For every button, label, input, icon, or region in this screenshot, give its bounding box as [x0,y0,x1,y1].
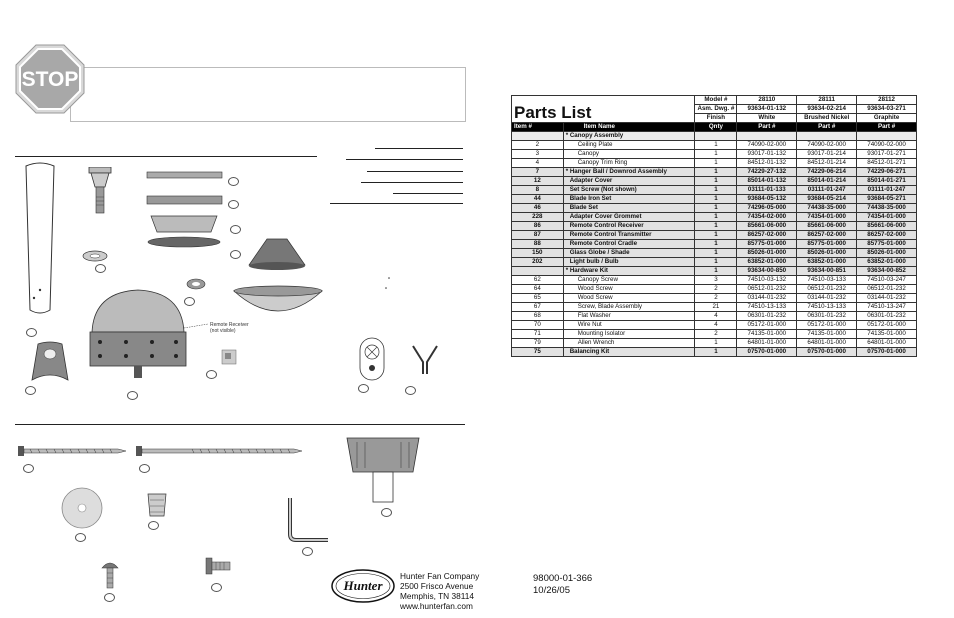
item-number: 67 [512,303,564,312]
item-name: * Hanger Ball / Downrod Assembly [563,168,695,177]
part-number: 05172-01-000 [797,321,857,330]
parts-row [512,177,917,186]
part-number: 64801-01-000 [737,339,797,348]
part-number: 74229-27-132 [737,168,797,177]
part-number: 84512-01-132 [737,159,797,168]
motor-housing-icon [86,288,190,380]
part-number: 85026-01-000 [857,249,917,258]
parts-row [512,132,917,141]
item-name: Remote Control Transmitter [563,231,695,240]
part-number: 64801-01-000 [857,339,917,348]
company-street: 2500 Frisco Avenue [400,581,474,591]
part-number: 74229-06-271 [857,168,917,177]
section-divider [15,424,465,425]
small-part-icon [383,276,393,292]
part-number: 84512-01-271 [857,159,917,168]
item-name: Blade Iron Set [563,195,695,204]
part-number: 86257-02-000 [737,231,797,240]
part-number: 07570-01-000 [737,348,797,357]
item-number: 86 [512,222,564,231]
parts-row [512,168,917,177]
parts-row [512,285,917,294]
parts-row [512,240,917,249]
item-number: 4 [512,159,564,168]
part-number: 63852-01-000 [737,258,797,267]
item-callout [211,583,222,592]
column-header: Item Name [563,123,695,132]
parts-row [512,150,917,159]
company-city: Memphis, TN 38114 [400,591,474,601]
part-number: 85026-01-000 [737,249,797,258]
part-number: 93634-00-850 [737,267,797,276]
part-number: 06301-01-232 [797,312,857,321]
part-number: 03144-01-232 [797,294,857,303]
item-name: Ceiling Plate [563,141,695,150]
part-number: 05172-01-000 [857,321,917,330]
item-callout [381,508,392,517]
part-number: 07570-01-000 [797,348,857,357]
part-number: 74354-01-000 [797,213,857,222]
column-header: Part # [797,123,857,132]
part-number: 06512-01-232 [797,285,857,294]
glass-globe-icon [230,283,326,319]
company-name: Hunter Fan Company [400,571,480,581]
item-number: 65 [512,294,564,303]
item-number: 44 [512,195,564,204]
item-number: 70 [512,321,564,330]
part-number [797,132,857,141]
part-number: 85661-06-000 [737,222,797,231]
adapter-cover-icon [82,248,108,264]
item-quantity: 1 [695,177,737,186]
part-number: 85014-01-132 [737,177,797,186]
fan-blade-icon [20,160,60,320]
item-quantity: 1 [695,150,737,159]
part-number: 93684-05-132 [737,195,797,204]
item-name: * Canopy Assembly [563,132,695,141]
column-header: Part # [857,123,917,132]
item-name: * Hardware Kit [563,267,695,276]
item-quantity: 1 [695,348,737,357]
blade-screw-icon [100,558,120,590]
item-quantity: 1 [695,222,737,231]
item-number: 64 [512,285,564,294]
remote-cradle-icon [28,340,72,382]
part-number: 06512-01-232 [857,285,917,294]
item-quantity: 2 [695,285,737,294]
item-name: Allen Wrench [563,339,695,348]
item-name: Glass Globe / Shade [563,249,695,258]
item-name: Mounting Isolator [563,330,695,339]
item-quantity: 4 [695,312,737,321]
parts-list-title: Parts List [512,96,695,123]
item-quantity: 2 [695,294,737,303]
item-callout [184,297,195,306]
stop-sign-text: STOP [21,68,79,91]
item-number: 87 [512,231,564,240]
parts-row [512,258,917,267]
wood-screw-icon [18,444,128,458]
item-quantity: 3 [695,276,737,285]
item-callout [302,547,313,556]
item-number: 71 [512,330,564,339]
finish-name: Graphite [857,114,917,123]
receiver-leader-line [184,322,210,330]
meta-label: Model # [695,96,737,105]
item-number: 2 [512,141,564,150]
parts-row [512,231,917,240]
item-quantity: 1 [695,258,737,267]
fill-line [367,171,463,172]
part-number: 05172-01-000 [737,321,797,330]
part-number: 74229-06-214 [797,168,857,177]
item-number: 62 [512,276,564,285]
item-name: Flat Washer [563,312,695,321]
part-number: 85775-01-000 [857,240,917,249]
item-quantity: 1 [695,141,737,150]
item-quantity: 1 [695,213,737,222]
meta-label: Asm. Dwg. # [695,105,737,114]
stop-notice-box [70,67,466,122]
fill-line [393,193,463,194]
item-quantity: 4 [695,321,737,330]
part-number: 06512-01-232 [737,285,797,294]
part-number: 07570-01-000 [857,348,917,357]
fill-line [346,159,463,160]
item-callout [95,264,106,273]
part-number: 93634-00-852 [857,267,917,276]
part-number: 74438-35-000 [797,204,857,213]
fill-line [361,182,463,183]
divider-line [15,156,317,157]
item-name: Canopy [563,150,695,159]
item-quantity: 1 [695,231,737,240]
parts-row [512,204,917,213]
part-number: 93684-05-271 [857,195,917,204]
item-quantity: 1 [695,159,737,168]
item-number: 12 [512,177,564,186]
item-number: 88 [512,240,564,249]
item-number: 46 [512,204,564,213]
item-quantity: 1 [695,204,737,213]
item-quantity: 1 [695,195,737,204]
parts-row [512,249,917,258]
parts-row [512,321,917,330]
asm-dwg-number: 93634-03-271 [857,105,917,114]
item-quantity: 21 [695,303,737,312]
part-number: 06301-01-232 [857,312,917,321]
item-number: 79 [512,339,564,348]
parts-row [512,195,917,204]
item-callout [23,464,34,473]
part-number: 85775-01-000 [737,240,797,249]
model-number: 28111 [797,96,857,105]
part-number: 93684-05-214 [797,195,857,204]
document-info [533,573,592,597]
hunter-logo-text: Hunter [343,578,383,593]
item-callout [358,384,369,393]
remote-transmitter-icon [358,336,386,382]
item-name: Screw, Blade Assembly [563,303,695,312]
part-number: 06301-01-232 [737,312,797,321]
item-name: Wood Screw [563,285,695,294]
item-number: 3 [512,150,564,159]
finish-name: Brushed Nickel [797,114,857,123]
part-number: 74510-03-247 [857,276,917,285]
document-number: 98000-01-366 [533,573,593,584]
part-number: 93634-00-851 [797,267,857,276]
item-callout [104,593,115,602]
part-number: 85775-01-000 [797,240,857,249]
hunter-logo [330,568,396,604]
document-date: 10/26/05 [533,585,570,596]
downrod-icon [85,167,115,215]
item-callout [230,250,241,259]
part-number: 03111-01-247 [797,186,857,195]
item-quantity: 2 [695,330,737,339]
item-name: Light bulb / Bulb [563,258,695,267]
item-number: 68 [512,312,564,321]
item-name: Remote Control Cradle [563,240,695,249]
item-number [512,132,564,141]
item-quantity: 1 [695,168,737,177]
part-number: 74438-35-000 [857,204,917,213]
part-number: 74296-05-000 [737,204,797,213]
item-callout [25,386,36,395]
part-number: 64801-01-000 [797,339,857,348]
part-number: 74090-02-000 [797,141,857,150]
parts-list-table [511,95,917,357]
item-callout [127,391,138,400]
parts-row [512,222,917,231]
part-number: 74090-02-000 [737,141,797,150]
item-quantity: 1 [695,186,737,195]
flat-washer-icon [60,486,104,530]
switch-housing-icon [245,237,309,271]
canopy-screw-icon [204,552,232,580]
item-name: Balancing Kit [563,348,695,357]
item-name: Adapter Cover Grommet [563,213,695,222]
mounting-bracket-icon [409,342,441,376]
item-callout [75,533,86,542]
set-screw-icon [220,348,238,366]
item-callout [26,328,37,337]
part-number: 85026-01-000 [797,249,857,258]
parts-row [512,312,917,321]
item-callout [228,177,239,186]
finish-name: White [737,114,797,123]
item-callout [148,521,159,530]
item-callout [230,225,241,234]
asm-dwg-number: 93634-01-132 [737,105,797,114]
company-info [400,571,479,611]
item-quantity [695,132,737,141]
parts-row [512,348,917,357]
item-callout [228,200,239,209]
item-name: Set Screw (Not shown) [563,186,695,195]
company-website: www.hunterfan.com [400,601,473,611]
parts-row [512,276,917,285]
fill-line [375,148,463,149]
part-number: 74354-02-000 [737,213,797,222]
part-number: 93017-01-271 [857,150,917,159]
part-number: 84512-01-214 [797,159,857,168]
item-number: 8 [512,186,564,195]
part-number: 74510-13-133 [737,303,797,312]
item-number: 150 [512,249,564,258]
part-number: 86257-02-000 [797,231,857,240]
parts-row [512,267,917,276]
item-quantity: 1 [695,249,737,258]
part-number: 74135-01-000 [737,330,797,339]
long-wood-screw-icon [136,444,304,458]
part-number: 03111-01-247 [857,186,917,195]
canopy-icon [145,170,225,250]
part-number: 74510-13-133 [797,303,857,312]
part-number: 93017-01-132 [737,150,797,159]
item-name: Wire Nut [563,321,695,330]
ceiling-plate-icon [343,432,423,508]
part-number: 85661-06-000 [797,222,857,231]
part-number: 93017-01-214 [797,150,857,159]
remote-receiver-label: Remote Receiver [210,322,249,328]
parts-row [512,159,917,168]
parts-row [512,213,917,222]
item-name: Adapter Cover [563,177,695,186]
item-number: 228 [512,213,564,222]
parts-row [512,294,917,303]
part-number: 74510-13-247 [857,303,917,312]
item-number: 7 [512,168,564,177]
column-header-row [512,123,917,132]
item-callout [139,464,150,473]
item-name: Canopy Screw [563,276,695,285]
parts-row [512,339,917,348]
item-callout [206,370,217,379]
part-number: 74135-01-000 [797,330,857,339]
part-number: 03144-01-232 [857,294,917,303]
parts-row [512,303,917,312]
item-name: Remote Control Receiver [563,222,695,231]
part-number: 74135-01-000 [857,330,917,339]
item-quantity: 1 [695,240,737,249]
item-name: Wood Screw [563,294,695,303]
part-number: 85014-01-271 [857,177,917,186]
part-number: 74354-01-000 [857,213,917,222]
remote-receiver-note: (not visible) [210,328,236,334]
item-number [512,267,564,276]
asm-dwg-number: 93634-02-214 [797,105,857,114]
parts-row [512,141,917,150]
item-name: Blade Set [563,204,695,213]
fill-line [330,203,463,204]
part-number: 03144-01-232 [737,294,797,303]
part-number: 74510-03-133 [797,276,857,285]
part-number [857,132,917,141]
part-number: 74510-03-132 [737,276,797,285]
item-number: 202 [512,258,564,267]
column-header: Item # [512,123,564,132]
meta-label: Finish [695,114,737,123]
item-quantity: 1 [695,339,737,348]
item-quantity: 1 [695,267,737,276]
stop-sign-icon [15,44,85,114]
part-number: 85661-06-000 [857,222,917,231]
item-number: 75 [512,348,564,357]
part-number: 85014-01-214 [797,177,857,186]
column-header: Qnty [695,123,737,132]
item-callout [405,386,416,395]
allen-wrench-icon [282,494,332,544]
part-number: 63852-01-000 [857,258,917,267]
part-number: 86257-02-000 [857,231,917,240]
part-number: 03111-01-133 [737,186,797,195]
part-number [737,132,797,141]
item-name: Canopy Trim Ring [563,159,695,168]
part-number: 74090-02-000 [857,141,917,150]
part-number: 63852-01-000 [797,258,857,267]
wire-nut-icon [144,492,170,520]
parts-row [512,330,917,339]
model-number: 28112 [857,96,917,105]
model-number: 28110 [737,96,797,105]
parts-row [512,186,917,195]
column-header: Part # [737,123,797,132]
